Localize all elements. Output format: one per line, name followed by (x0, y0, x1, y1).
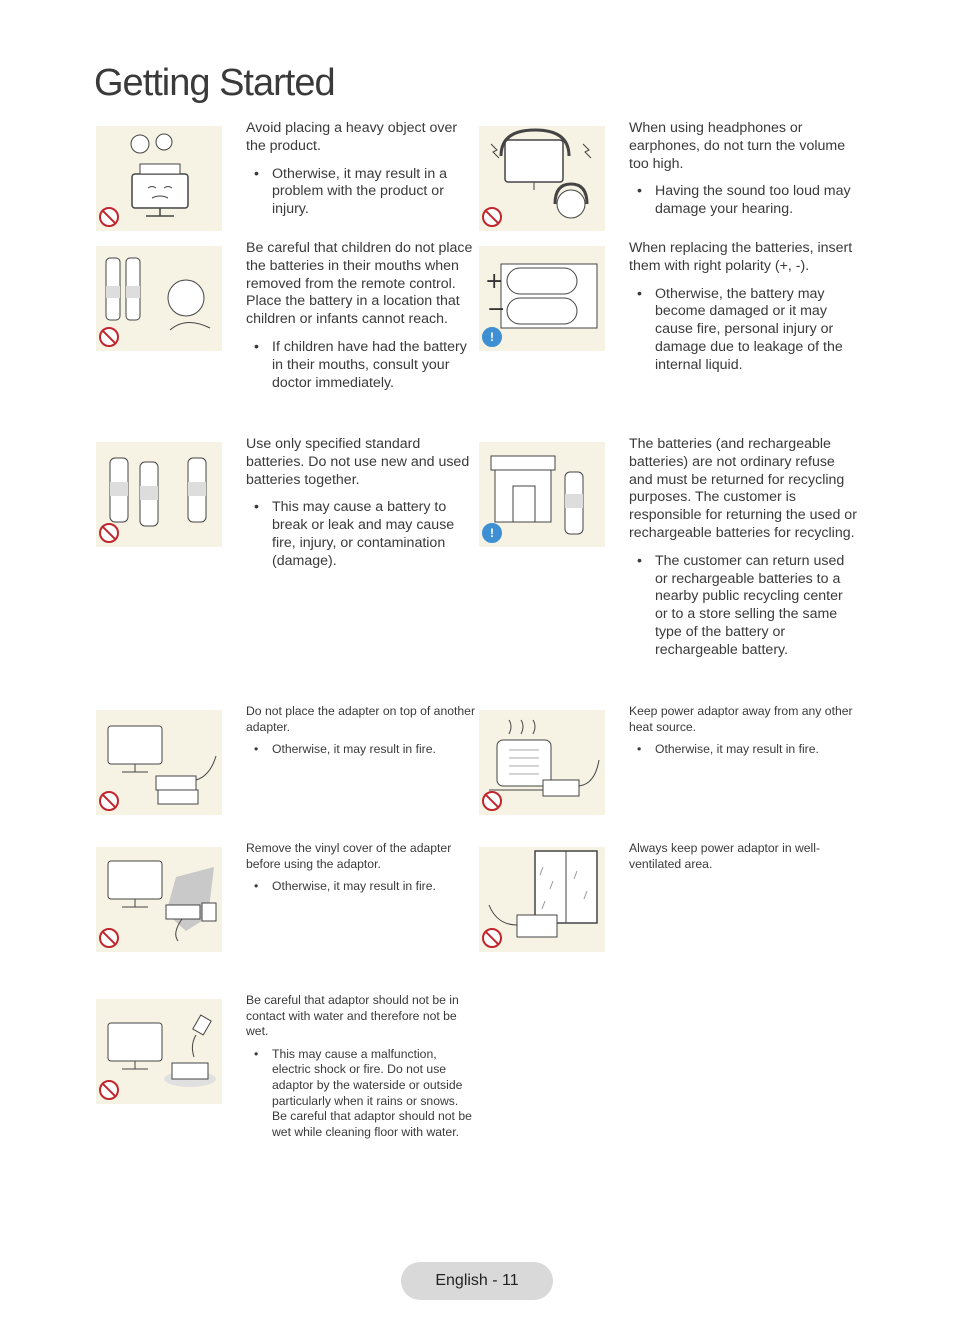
illustration-child-batteries (96, 246, 222, 351)
item-bullet: • This may cause a battery to break or leak and may cause fire, injury, or contamination (damage). (272, 499, 476, 570)
safety-item-heavy-object (96, 120, 476, 246)
prohibited-icon (99, 207, 119, 227)
item-description: Always keep power adaptor in well-ventilated area. (629, 841, 821, 871)
item-text (629, 841, 859, 872)
item-description: Avoid placing a heavy object over the product. (246, 120, 458, 154)
item-text (629, 436, 859, 660)
prohibited-icon (99, 791, 119, 811)
illustration-vinyl-cover (96, 847, 222, 952)
illustration-heat-source (479, 710, 605, 815)
svg-text:+: + (485, 269, 504, 294)
item-bullet: • The customer can return used or rechargeable batteries to a nearby public recycling center or to a store selling the same type of the battery or rechargeable battery. (655, 553, 859, 660)
item-bullet: • Otherwise, it may result in fire. (655, 742, 859, 758)
safety-item-ventilation (479, 841, 859, 967)
safety-item-polarity (479, 240, 859, 373)
prohibited-icon (99, 523, 119, 543)
page-title: Getting Started (94, 62, 335, 104)
item-description: Remove the vinyl cover of the adapter before using the adaptor. (246, 841, 452, 871)
item-text (629, 240, 859, 375)
safety-item-adapter-stack (96, 704, 476, 830)
item-text (246, 240, 476, 392)
item-description: Be careful that children do not place the batteries in their mouths when removed from the remote control. Place the battery in a location that children or infants cannot reach. (246, 240, 473, 328)
safety-item-heat-source (479, 704, 859, 830)
item-text (246, 841, 476, 895)
illustration-ventilation (479, 847, 605, 952)
item-bullet: • If children have had the battery in their mouths, consult your doctor immediately. (272, 339, 476, 392)
item-text (246, 120, 476, 219)
prohibited-icon (99, 327, 119, 347)
item-description: Do not place the adapter on top of another adapter. (246, 704, 476, 734)
safety-item-water (96, 993, 476, 1139)
illustration-water (96, 999, 222, 1104)
item-description: Keep power adaptor away from any other heat source. (629, 704, 853, 734)
item-text (246, 993, 476, 1140)
item-bullet: • This may cause a malfunction, electric shock or fire. Do not use adaptor by the waterside or outside particularly when it rains or snows. Be careful that adaptor should not be wet while cleaning floor with water. (272, 1047, 476, 1141)
item-text (629, 120, 859, 219)
safety-item-children-batteries (96, 240, 476, 391)
item-text (246, 436, 476, 571)
item-description: Use only specified standard batteries. Do not use new and used batteries together. (246, 436, 470, 488)
item-description: When using headphones or earphones, do not turn the volume too high. (629, 120, 846, 172)
item-bullet: • Otherwise, it may result in fire. (272, 742, 476, 758)
prohibited-icon (482, 207, 502, 227)
prohibited-icon (99, 928, 119, 948)
prohibited-icon (99, 1080, 119, 1100)
item-text (629, 704, 859, 758)
item-description: The batteries (and rechargeable batteries) are not ordinary refuse and must be returned for recycling purposes. The customer is responsible for returning the used or rechargeable batteries for recycling. (629, 436, 857, 541)
safety-item-recycling (479, 436, 859, 658)
illustration-adapter-stack (96, 710, 222, 815)
safety-item-standard-batteries (96, 436, 476, 569)
prohibited-icon (482, 928, 502, 948)
item-bullet: • Otherwise, the battery may become damaged or it may cause fire, personal injury or damage due to leakage of the internal liquid. (655, 286, 859, 375)
safety-item-vinyl-cover (96, 841, 476, 967)
illustration-recycling (479, 442, 605, 547)
caution-icon: ! (482, 327, 502, 347)
safety-item-headphones (479, 120, 859, 246)
illustration-heavy-object (96, 126, 222, 231)
item-description: When replacing the batteries, insert them with right polarity (+, -). (629, 240, 853, 274)
item-text (246, 704, 476, 758)
illustration-headphones (479, 126, 605, 231)
item-bullet: • Otherwise, it may result in a problem with the product or injury. (272, 166, 476, 219)
item-bullet: • Having the sound too loud may damage your hearing. (655, 183, 859, 219)
illustration-standard-batteries (96, 442, 222, 547)
item-bullet: • Otherwise, it may result in fire. (272, 879, 476, 895)
caution-icon: ! (482, 523, 502, 543)
prohibited-icon (482, 791, 502, 811)
svg-text:−: − (487, 297, 506, 322)
illustration-polarity (479, 246, 605, 351)
page-number-badge: English - 11 (401, 1262, 553, 1300)
item-description: Be careful that adaptor should not be in contact with water and therefore not be wet. (246, 993, 459, 1039)
